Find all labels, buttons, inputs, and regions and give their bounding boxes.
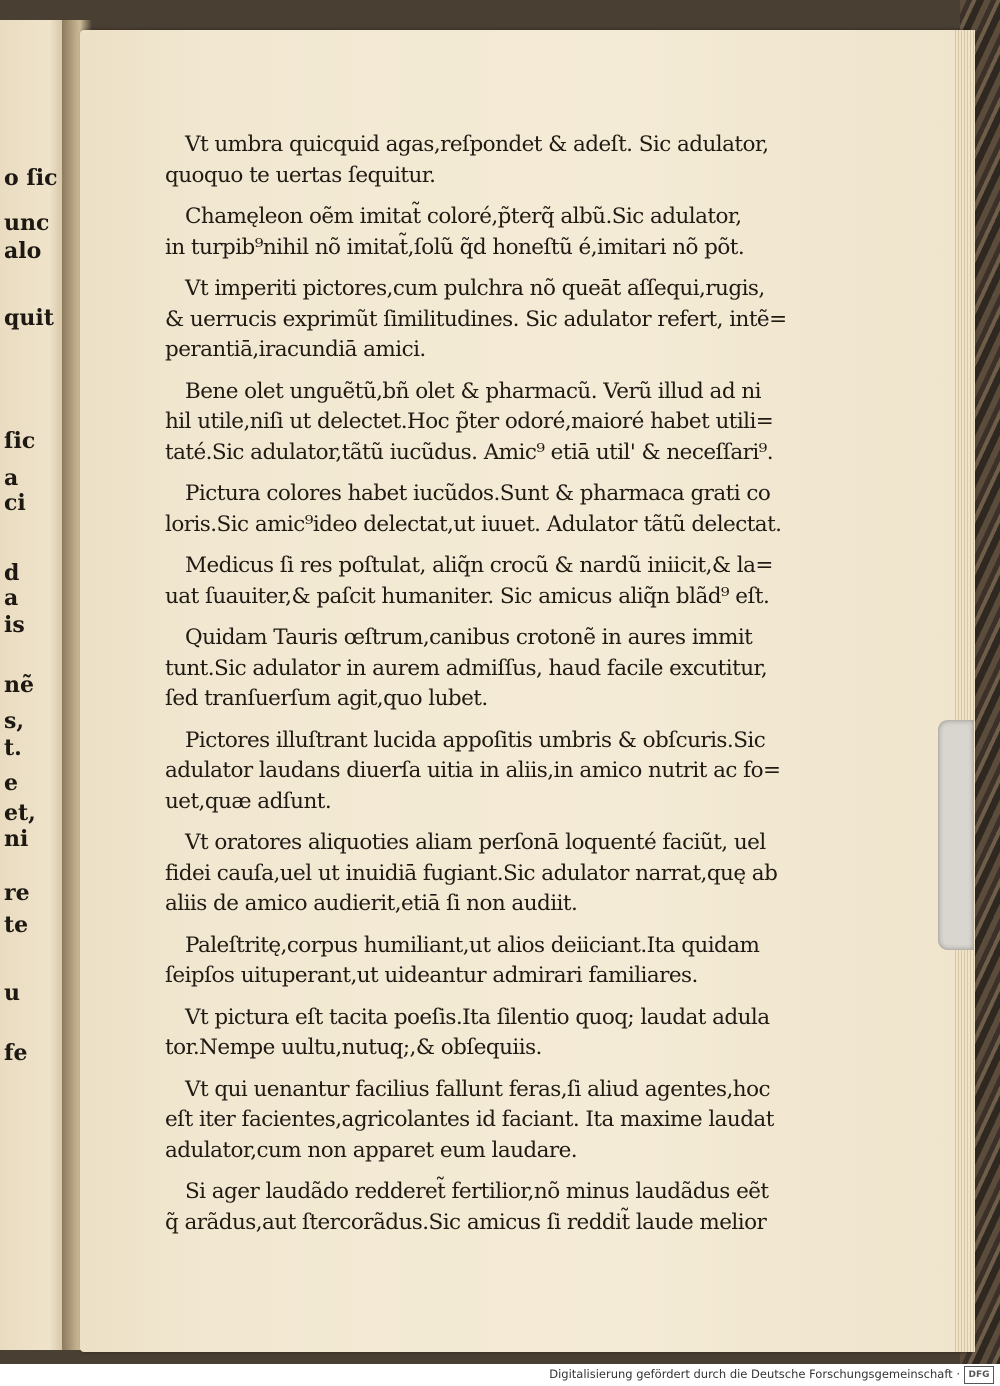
text-paragraph: [165, 551, 775, 612]
left-page-text-fragment: alo: [4, 238, 42, 264]
left-page-text-fragment: fe: [4, 1040, 28, 1066]
left-page-text-fragment: et,: [4, 800, 36, 826]
dfg-logo-icon: DFG: [964, 1366, 994, 1384]
text-line: uat ſuauiter,& paſcit humaniter. Sic amicus aliq̃n blãd⁹ eſt.: [165, 583, 770, 609]
left-page-text-fragment: d: [4, 560, 20, 586]
text-line: Bene olet unguẽtũ,bñ olet & pharmacũ. Verũ illud ad ni: [185, 378, 761, 404]
text-paragraph: [165, 726, 781, 818]
text-line: ſeipſos uituperant,ut uideantur admirari familiares.: [165, 963, 698, 988]
text-paragraph: [165, 377, 775, 469]
left-page-text-fragment: te: [4, 912, 29, 938]
text-line: in turpib⁹nihil nõ imitat̃,ſolũ q̃d honeſtũ é,imitari nõ põt.: [165, 234, 745, 260]
left-page-text-fragment: u: [4, 980, 20, 1006]
text-line: Vt pictura eſt tacita poeſis.Ita ſilentio quoq; laudat adula: [185, 1004, 770, 1030]
digitization-footer: [0, 1364, 1000, 1386]
left-page-text-fragment: s,: [4, 708, 25, 734]
text-line: perantiā,iracundiā amici.: [165, 337, 426, 362]
text-line: Pictura colores habet iucũdos.Sunt & pharmaca grati co: [185, 481, 771, 506]
text-paragraph: [165, 1177, 775, 1238]
text-line: Vt imperiti pictores,cum pulchra nõ queāt aſſequi,rugis,: [185, 276, 765, 301]
left-page-text-fragment: is: [4, 612, 25, 638]
left-page-text-fragment: o ſic: [4, 165, 58, 191]
text-paragraph: [165, 479, 782, 540]
text-paragraph: [165, 828, 778, 920]
text-paragraph: [165, 623, 775, 715]
left-page-text-fragment: ci: [4, 490, 26, 516]
left-page-text-fragment: unc: [4, 210, 50, 236]
text-line: Chamęleon oẽm imitat̃ coloré,p̃terq̃ albũ.Sic adulator,: [185, 204, 742, 229]
text-paragraph: [165, 202, 775, 263]
text-paragraph: [165, 130, 775, 191]
left-page-text-fragment: ſic: [4, 428, 36, 454]
text-line: uet,quæ adſunt.: [165, 788, 332, 814]
text-line: tunt.Sic adulator in aurem admiſſus, haud facile excutitur,: [165, 655, 768, 681]
text-line: fidei cauſa,uel ut inuidiā fugiant.Sic adulator narrat,quę ab: [165, 860, 778, 886]
text-paragraph: [165, 1003, 775, 1064]
left-page-text-fragment: ni: [4, 826, 29, 852]
text-paragraph: [165, 931, 775, 992]
text-line: Paleſtritę,corpus humiliant,ut alios deiiciant.Ita quidam: [185, 932, 760, 958]
text-line: Quidam Tauris œſtrum,canibus crotonẽ in aures immit: [185, 625, 753, 650]
left-page-text-fragment: e: [4, 770, 18, 796]
left-page-text-fragment: a: [4, 465, 19, 491]
text-paragraph: [165, 1075, 775, 1167]
text-line: & uerrucis exprimũt ſimilitudines. Sic adulator refert, intẽ=: [165, 306, 787, 332]
text-line: ſed tranſuerſum agit,quo lubet.: [165, 686, 488, 711]
page-text-block: [165, 130, 787, 1249]
text-line: taté.Sic adulator,tãtũ iucũdus. Amic⁹ etiā util' & neceſſari⁹.: [165, 439, 774, 465]
text-line: Vt oratores aliquoties aliam perſonā loquenté faciũt, uel: [185, 830, 766, 855]
text-line: Medicus ſi res poſtulat, aliq̃n crocũ & nardũ iniicit,& la=: [185, 553, 773, 578]
left-page-text-fragment: nẽ: [4, 672, 34, 698]
left-page-text-fragment: re: [4, 880, 30, 906]
text-paragraph: [165, 274, 787, 366]
text-line: Pictores illuſtrant lucida appoſitis umbris & obſcuris.Sic: [185, 727, 766, 753]
text-line: hil utile,niſi ut delectet.Hoc p̃ter odoré,maioré habet utili=: [165, 409, 774, 434]
text-line: adulator laudans diuerſa uitia in aliis,in amico nutrit ac fo=: [165, 758, 781, 783]
page-clip: [938, 720, 974, 950]
text-line: adulator,cum non apparet eum laudare.: [165, 1137, 578, 1163]
text-line: Vt qui uenantur facilius fallunt feras,ſi aliud agentes,hoc: [185, 1076, 770, 1102]
left-page-text-fragment: t.: [4, 735, 22, 761]
text-line: q̃ arãdus,aut ſtercorãdus.Sic amicus ſi reddit̃ laude melior: [165, 1209, 767, 1235]
left-page-text-fragment: quit: [4, 305, 54, 331]
text-line: Si ager laudãdo redderet̃ fertilior,nõ minus laudãdus eẽt: [185, 1179, 769, 1204]
left-page-text-fragment: a: [4, 585, 19, 611]
page-edges: [955, 30, 975, 1352]
text-line: eſt iter facientes,agricolantes id faciant. Ita maxime laudat: [165, 1107, 774, 1132]
left-page-fragment: [0, 20, 70, 1350]
footer-credit: Digitalisierung gefördert durch die Deutsche Forschungsgemeinschaft ·: [549, 1367, 960, 1381]
text-line: aliis de amico audierit,etiā ſi non audiit.: [165, 891, 578, 916]
text-line: tor.Nempe uultu,nutuq;,& obſequiis.: [165, 1035, 542, 1060]
text-line: Vt umbra quicquid agas,reſpondet & adeſt. Sic adulator,: [185, 132, 769, 157]
text-line: quoquo te uertas ſequitur.: [165, 162, 436, 188]
text-line: loris.Sic amic⁹ideo delectat,ut iuuet. Adulator tãtũ delectat.: [165, 511, 782, 537]
